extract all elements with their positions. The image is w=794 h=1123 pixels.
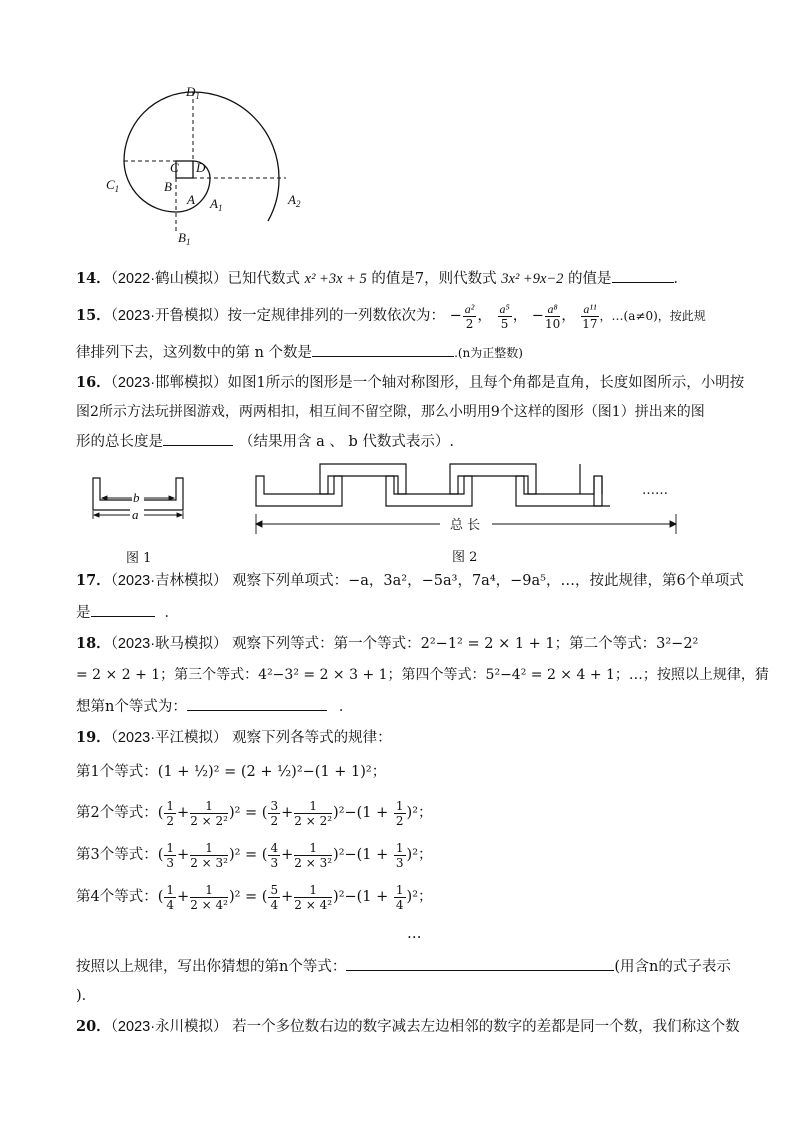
question-19-ask-end: )． — [76, 988, 97, 1004]
answer-blank-15[interactable] — [312, 342, 454, 357]
piece-lower-2 — [386, 476, 472, 506]
piece-upper-1 — [320, 464, 406, 494]
total-arrow-left — [256, 521, 262, 527]
fraction-4: $\frac{\text{a¹¹}}{17}$ — [582, 301, 598, 331]
question-18-line2: = 2 × 2 + 1；第三个等式：4²−3² = 2 × 3 + 1；第四个等式：5²−4² = 2 × 4 + 1；…；按照以上规律，猜 — [76, 667, 769, 683]
question-19-eq4: 第4个等式：( $\frac{1}{4}$ + $\frac{1}{\text{2 × 4²}}$ )² = ( $\frac{5}{4}$ + $\frac{1}{\text{2 × 4²}}$ )²−(1 + $\frac{1}{4}$ )²； — [76, 882, 433, 912]
question-19-ask: 按照以上规律，写出你猜想的第n个等式： (用含n的式子表示 — [76, 956, 731, 977]
question-17-line2: 是 ． — [76, 602, 179, 623]
a-arrow-right — [177, 513, 182, 517]
continuation-dots: …… — [642, 483, 668, 498]
question-18-line3: 想第n个等式为： ． — [76, 696, 353, 717]
label-c1: $C_1$ — [106, 177, 120, 194]
spiral-figure — [100, 84, 320, 254]
arc-c1-d1 — [124, 92, 193, 161]
label-a: A — [187, 192, 195, 207]
total-arrow-right — [670, 521, 676, 527]
b-arrow-right — [169, 496, 174, 500]
label-c: C — [170, 160, 179, 175]
answer-blank-19[interactable] — [346, 956, 614, 971]
a-arrow-left — [94, 513, 99, 517]
question-20-line1: 20．（2023·永川模拟） 若一个多位数右边的数字减去左边相邻的数字的差都是同一个数，我们称这个数 — [76, 1018, 740, 1035]
label-b: B — [164, 179, 172, 194]
question-16-line3: 形的总长度是 （结果用含 a 、 b 代数式表示）. — [76, 431, 454, 452]
label-d1: $D_1$ — [186, 84, 200, 101]
fig2-caption: 图 2 — [452, 550, 478, 565]
label-b-fig1: b — [133, 490, 140, 505]
arc-d1-a2 — [193, 92, 279, 221]
label-a1: $A_1$ — [210, 196, 223, 213]
fig1-caption: 图 1 — [126, 551, 152, 566]
question-19-eq1: 第1个等式：(1 + ½)² = (2 + ½)²−(1 + 1)²； — [76, 764, 387, 780]
answer-blank-14[interactable] — [612, 268, 674, 283]
question-19-dots: … — [407, 926, 422, 942]
question-18-line1: 18．（2023·耿马模拟） 观察下列等式：第一个等式：2²−1² = 2 × 1 + 1；第二个等式：3²−2² — [76, 635, 699, 652]
fraction-2: $\frac{\text{a⁵}}{5}$ — [499, 301, 510, 331]
question-15: 15．（2023·开鲁模拟）按一定规律排列的一列数依次为： − $\frac{\text{a²}}{2}$ ， $\frac{\text{a⁵}}{5}$ ， − $\frac{\text{a⁸}}{10}$ ， $\frac{\text{a¹¹}}{17}$ ，…(a≠0)，按此规 — [76, 301, 706, 331]
label-a2: $A_2$ — [288, 192, 301, 209]
question-15-line2: 律排列下去，这列数中的第 n 个数是 .(n为正整数) — [76, 342, 523, 363]
label-a-fig1: a — [132, 507, 139, 522]
question-16-line1: 16．（2023·邯郸模拟）如图1所示的图形是一个轴对称图形，且每个角都是直角，长度如图所示，小明按 — [76, 374, 745, 391]
total-length-label: 总 长 — [450, 518, 481, 533]
fraction-3: $\frac{\text{a⁸}}{10}$ — [544, 301, 561, 331]
puzzle-figure-2 — [250, 458, 690, 570]
fraction-1: $\frac{\text{a²}}{2}$ — [464, 301, 475, 331]
answer-blank-16[interactable] — [163, 431, 233, 446]
answer-blank-18[interactable] — [187, 696, 327, 711]
question-14: 14．（2022·鹤山模拟）已知代数式 x² +3x + 5 的值是7，则代数式 3x² +9x−2 的值是 ． — [76, 270, 689, 287]
answer-blank-17[interactable] — [91, 602, 155, 617]
piece-lower-3 — [516, 476, 602, 506]
question-19-eq3: 第3个等式：( $\frac{1}{3}$ + $\frac{1}{\text{2 × 3²}}$ )² = ( $\frac{4}{3}$ + $\frac{1}{\text{2 × 3²}}$ )²−(1 + $\frac{1}{3}$ )²； — [76, 840, 433, 870]
puzzle-figure-1 — [88, 470, 198, 570]
b-arrow-left — [102, 496, 107, 500]
piece-upper-2 — [450, 464, 536, 494]
piece-lower-1 — [256, 476, 342, 506]
label-d: D — [196, 160, 206, 175]
label-b1: $B_1$ — [178, 230, 191, 247]
question-16-line2: 图2所示方法玩拼图游戏，两两相扣，相互间不留空隙，那么小明用9个这样的图形（图1）拼出来的图 — [76, 404, 705, 420]
question-19-intro: 19．（2023·平江模拟） 观察下列各等式的规律： — [76, 729, 392, 746]
question-17-line1: 17．（2023·吉林模拟） 观察下列单项式：−a，3a²，−5a³，7a⁴，−9a⁵，…，按此规律，第6个单项式 — [76, 572, 744, 589]
question-19-eq2: 第2个等式：( $\frac{1}{2}$ + $\frac{1}{\text{2 × 2²}}$ )² = ( $\frac{3}{2}$ + $\frac{1}{\text{2 × 2²}}$ )²−(1 + $\frac{1}{2}$ )²； — [76, 798, 433, 828]
